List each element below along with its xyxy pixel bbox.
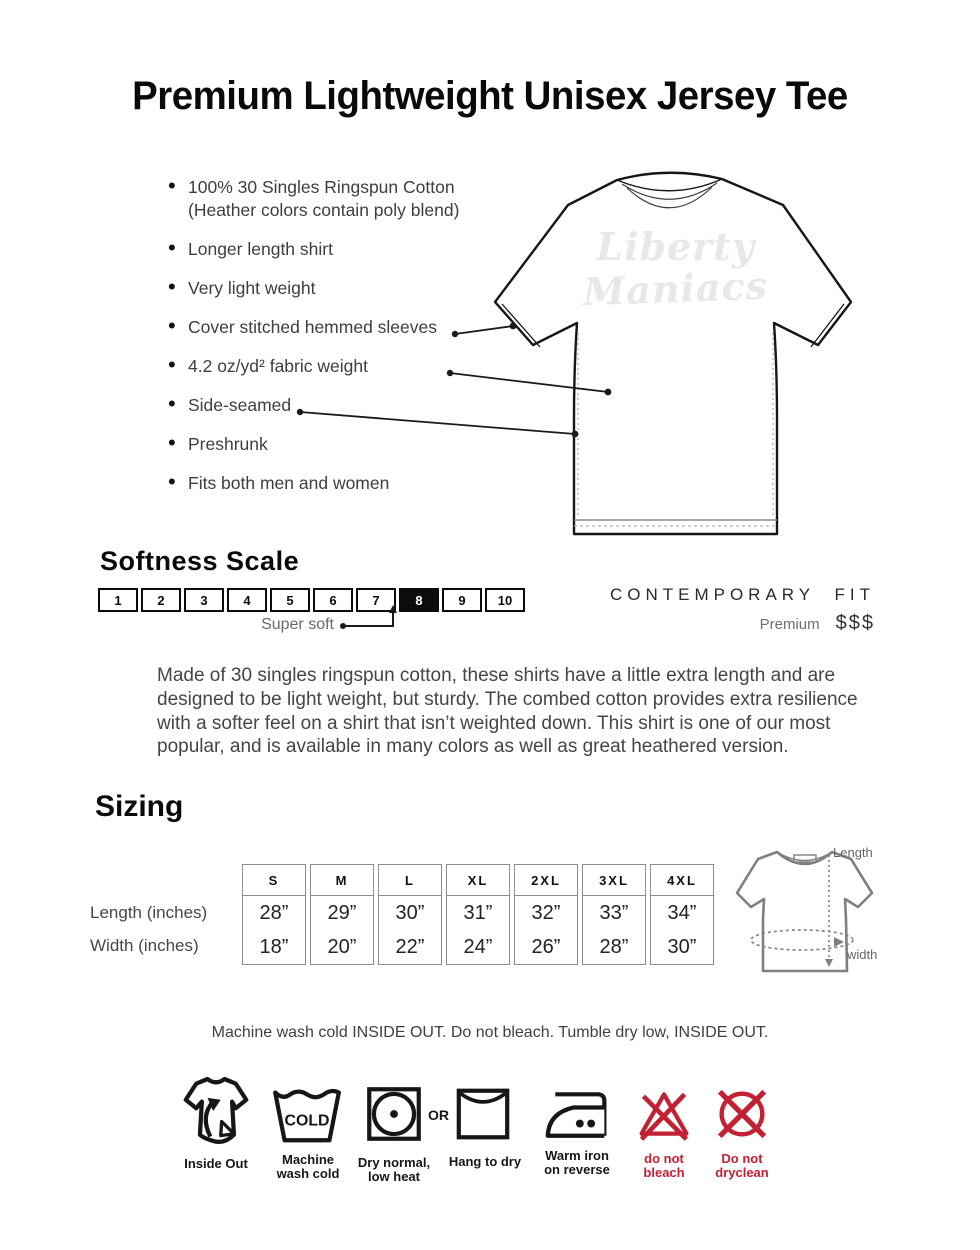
do-not-bleach-label bbox=[620, 1152, 708, 1180]
length-cell: 31” bbox=[463, 901, 493, 924]
supersoft-pointer-arrow bbox=[338, 604, 402, 632]
softness-level: 6 bbox=[313, 588, 353, 612]
softness-level: 5 bbox=[270, 588, 310, 612]
warm-iron-label bbox=[532, 1149, 622, 1177]
sizing-table bbox=[242, 864, 714, 965]
feature-item: • 100% 30 Singles Ringspun Cotton (Heather colors contain poly blend) bbox=[168, 176, 498, 222]
feature-item: • Longer length shirt bbox=[168, 238, 498, 261]
fit-tier: Premium bbox=[759, 616, 820, 633]
tshirt-illustration bbox=[485, 168, 855, 548]
feature-list bbox=[168, 176, 498, 511]
feature-item: • Very light weight bbox=[168, 277, 498, 300]
tumble-dry-label-line1: Dry normal, bbox=[357, 1155, 431, 1170]
size-column bbox=[378, 864, 442, 965]
softness-level: 1 bbox=[98, 588, 138, 612]
width-cell: 26” bbox=[531, 935, 561, 958]
feature-item: • Fits both men and women bbox=[168, 472, 498, 495]
length-cell: 33” bbox=[599, 901, 629, 924]
inside-out-icon bbox=[182, 1076, 250, 1150]
size-column bbox=[446, 864, 510, 965]
softness-level: 7 bbox=[356, 588, 396, 612]
diagram-length-label: Length bbox=[833, 845, 873, 860]
size-header: XL bbox=[447, 865, 509, 896]
size-column bbox=[650, 864, 714, 965]
length-cell: 30” bbox=[395, 901, 425, 924]
brand-watermark bbox=[574, 224, 777, 315]
fit-tier-line bbox=[760, 612, 875, 635]
length-cell: 28” bbox=[259, 901, 289, 924]
size-column bbox=[582, 864, 646, 965]
width-cell: 28” bbox=[599, 935, 629, 958]
width-cell: 30” bbox=[667, 935, 697, 958]
brand-watermark-line1: Liberty bbox=[596, 224, 755, 269]
feature-item: • Side-seamed bbox=[168, 394, 498, 417]
width-cell: 18” bbox=[259, 935, 289, 958]
softness-level: 2 bbox=[141, 588, 181, 612]
cold-symbol-text: COLD bbox=[284, 1112, 330, 1130]
do-not-bleach-label-line1: do not bbox=[644, 1151, 684, 1166]
size-header: S bbox=[243, 865, 305, 896]
hang-to-dry-label: Hang to dry bbox=[448, 1154, 522, 1169]
length-cell: 34” bbox=[667, 901, 697, 924]
machine-wash-label bbox=[264, 1153, 352, 1181]
tumble-dry-label-line2: low heat bbox=[367, 1169, 420, 1184]
size-header: 2XL bbox=[515, 865, 577, 896]
size-header: 3XL bbox=[583, 865, 645, 896]
size-header: 4XL bbox=[651, 865, 713, 896]
tumble-dry-icon bbox=[366, 1086, 422, 1142]
tumble-dry-label bbox=[350, 1156, 438, 1184]
width-row-label: Width (inches) bbox=[90, 936, 199, 955]
warm-iron-icon bbox=[544, 1090, 610, 1142]
size-column bbox=[310, 864, 374, 965]
warm-iron-label-line2: on reverse bbox=[544, 1162, 610, 1177]
warm-iron-label-line1: Warm iron bbox=[545, 1148, 609, 1163]
diagram-width-label: width bbox=[847, 947, 878, 962]
width-cell: 20” bbox=[327, 935, 357, 958]
inside-out-label: Inside Out bbox=[184, 1156, 248, 1171]
machine-wash-cold-icon bbox=[272, 1086, 342, 1144]
softness-level: 3 bbox=[184, 588, 224, 612]
softness-level: 4 bbox=[227, 588, 267, 612]
length-cell: 29” bbox=[327, 901, 357, 924]
length-row-label: Length (inches) bbox=[90, 903, 208, 922]
fit-label: CONTEMPORARY FIT bbox=[609, 585, 875, 604]
feature-item: • Preshrunk bbox=[168, 433, 498, 456]
softness-level: 10 bbox=[485, 588, 525, 612]
do-not-dryclean-icon bbox=[710, 1084, 774, 1144]
do-not-dryclean-label-line1: Do not bbox=[721, 1151, 763, 1166]
do-not-dryclean-label bbox=[698, 1152, 786, 1180]
width-cell: 24” bbox=[463, 935, 493, 958]
size-header: M bbox=[311, 865, 373, 896]
softness-level-selected: 8 bbox=[399, 588, 439, 612]
do-not-bleach-icon bbox=[636, 1084, 692, 1144]
do-not-dryclean-label-line2: dryclean bbox=[715, 1165, 769, 1180]
size-header: L bbox=[379, 865, 441, 896]
page-title: Premium Lightweight Unisex Jersey Tee bbox=[132, 74, 848, 118]
sizing-heading: Sizing bbox=[95, 790, 184, 823]
fit-price: $$$ bbox=[835, 612, 875, 634]
softness-level: 9 bbox=[442, 588, 482, 612]
product-description: Made of 30 singles ringspun cotton, these shirts have a little extra length and are designed to be light weight, but sturdy. The combed cotton provides extra resilience with a softer feel on a shirt that isn’t weighted down. This shirt is one of our most popular, and is available in many colors as well as great heathered version. bbox=[157, 665, 858, 758]
size-diagram-shirt-icon bbox=[730, 843, 880, 983]
feature-item: • 4.2 oz/yd² fabric weight bbox=[168, 355, 498, 378]
softness-scale bbox=[98, 588, 525, 612]
machine-wash-label-line2: wash cold bbox=[276, 1166, 340, 1181]
supersoft-annotation: Super soft bbox=[261, 616, 334, 633]
or-label: OR bbox=[428, 1107, 449, 1123]
machine-wash-label-line1: Machine bbox=[281, 1152, 334, 1167]
width-cell: 22” bbox=[395, 935, 425, 958]
hang-to-dry-icon bbox=[456, 1086, 510, 1142]
care-instructions-text: Machine wash cold INSIDE OUT. Do not bleach. Tumble dry low, INSIDE OUT. bbox=[211, 1024, 769, 1041]
softness-scale-heading: Softness Scale bbox=[100, 546, 300, 576]
length-cell: 32” bbox=[531, 901, 561, 924]
feature-item: • Cover stitched hemmed sleeves bbox=[168, 316, 498, 339]
brand-watermark-line2: Maniacs bbox=[582, 262, 769, 315]
size-column bbox=[242, 864, 306, 965]
size-column bbox=[514, 864, 578, 965]
do-not-bleach-label-line2: bleach bbox=[643, 1165, 685, 1180]
